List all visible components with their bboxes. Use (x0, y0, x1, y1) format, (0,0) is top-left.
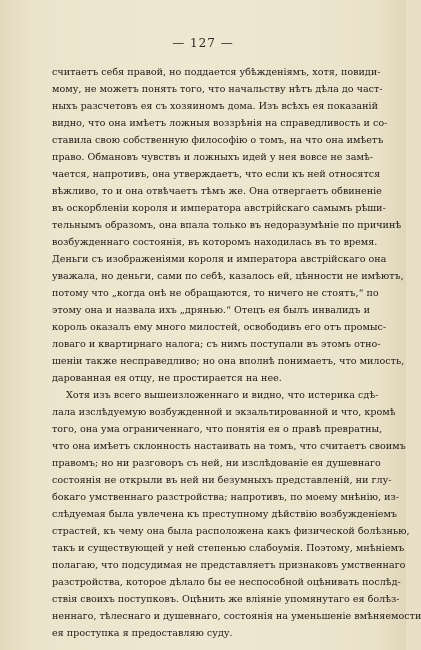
paragraph (52, 64, 405, 387)
text-line: лала изслѣдуемую возбужденной и экзальтированной и что, кромѣ (52, 407, 396, 418)
text-line: ныхъ разсчетовъ ея съ хозяиномъ дома. Изъ всѣхъ ея показаній (52, 101, 378, 112)
text-line: того, она ума ограниченнаго, что понятія ея о правѣ превратны, (52, 424, 383, 435)
text-line: чается, напротивъ, она утверждаетъ, что если къ ней относятся (52, 169, 381, 180)
text-line: мому, не можетъ понять того, что начальству нѣтъ дѣла до част- (52, 84, 383, 95)
text-line: ствія своихъ поступковъ. Оцѣнить же вліяніе упомянутаго ея болѣз- (52, 594, 400, 605)
text-line: возбужденнаго состоянія, въ которомъ находилась въ то время. (52, 237, 378, 248)
body-text (52, 64, 421, 642)
paragraph (52, 387, 421, 642)
text-line: уважала, но деньги, сами по себѣ, казалось ей, цѣнности не имѣютъ, (52, 271, 404, 282)
text-line: король оказалъ ему много милостей, освободивъ его отъ промыс- (52, 322, 387, 333)
text-line: въ оскорбленіи короля и императора австрійскаго самымъ рѣши- (52, 203, 386, 214)
text-line: полагаю, что подсудимая не представляетъ признаковъ умственнаго (52, 560, 406, 571)
text-line: ставила свою собственную философію о томъ, на что она имѣетъ (52, 135, 384, 146)
text-line: правомъ; но ни разговоръ съ ней, ни изслѣдованіе ея душевнаго (52, 458, 381, 469)
text-line: состоянія не открыли въ ней ни безумныхъ представленій, ни глу- (52, 475, 392, 486)
text-line: потому что „когда онѣ не обращаются, то ничего не стоятъ,“ по (52, 288, 379, 299)
text-line: видно, что она имѣетъ ложныя воззрѣнія на справедливость и со- (52, 118, 388, 129)
text-line: ловаго и квартирнаго налога; съ нимъ поступали въ этомъ отно- (52, 339, 381, 350)
text-line: дарованная ея отцу, не простирается на нее. (52, 373, 282, 384)
text-line: разстройства, которое дѣлало бы ее неспособной оцѣнивать послѣд- (52, 577, 401, 588)
text-line: тельнымъ образомъ, она впала только въ недоразумѣніе по причинѣ (52, 220, 402, 231)
text-line: считаетъ себя правой, но поддается убѣжденіямъ, хотя, повиди- (52, 67, 381, 78)
text-line: Деньги съ изображеніями короля и императора австрійскаго она (52, 254, 387, 265)
page-number: — 127 — (172, 36, 234, 50)
text-line: этому она и назвала ихъ „дрянью.“ Отецъ ея былъ инвалидъ и (52, 305, 370, 316)
text-line: страстей, къ чему она была расположена какъ физической болѣзнью, (52, 526, 410, 537)
text-line: вѣжливо, то и она отвѣчаетъ тѣмъ же. Она отвергаетъ обвиненіе (52, 186, 382, 197)
text-line: что она имѣетъ склонность настаивать на томъ, что считаетъ своимъ (52, 441, 406, 452)
text-line: слѣдуемая была увлечена къ преступному дѣйствію возбужденіемъ (52, 509, 398, 520)
text-line: ея проступка я предоставляю суду. (52, 628, 233, 639)
text-line: право. Обмановъ чувствъ и ложныхъ идей у нея вовсе не замѣ- (52, 152, 373, 163)
text-line: Хотя изъ всего вышеизложеннаго и видно, что истерика сдѣ- (66, 390, 379, 401)
text-line: такъ и существующей у ней степенью слабоумія. Поэтому, мнѣніемъ (52, 543, 405, 554)
text-line: бокаго умственнаго разстройства; напротивъ, по моему мнѣнію, из- (52, 492, 399, 503)
text-line: шеніи также несправедливо; но она вполнѣ понимаетъ, что милость, (52, 356, 405, 367)
text-line: неннаго, тѣлеснаго и душевнаго, состоянія на уменьшеніе вмѣняемости (52, 611, 421, 622)
